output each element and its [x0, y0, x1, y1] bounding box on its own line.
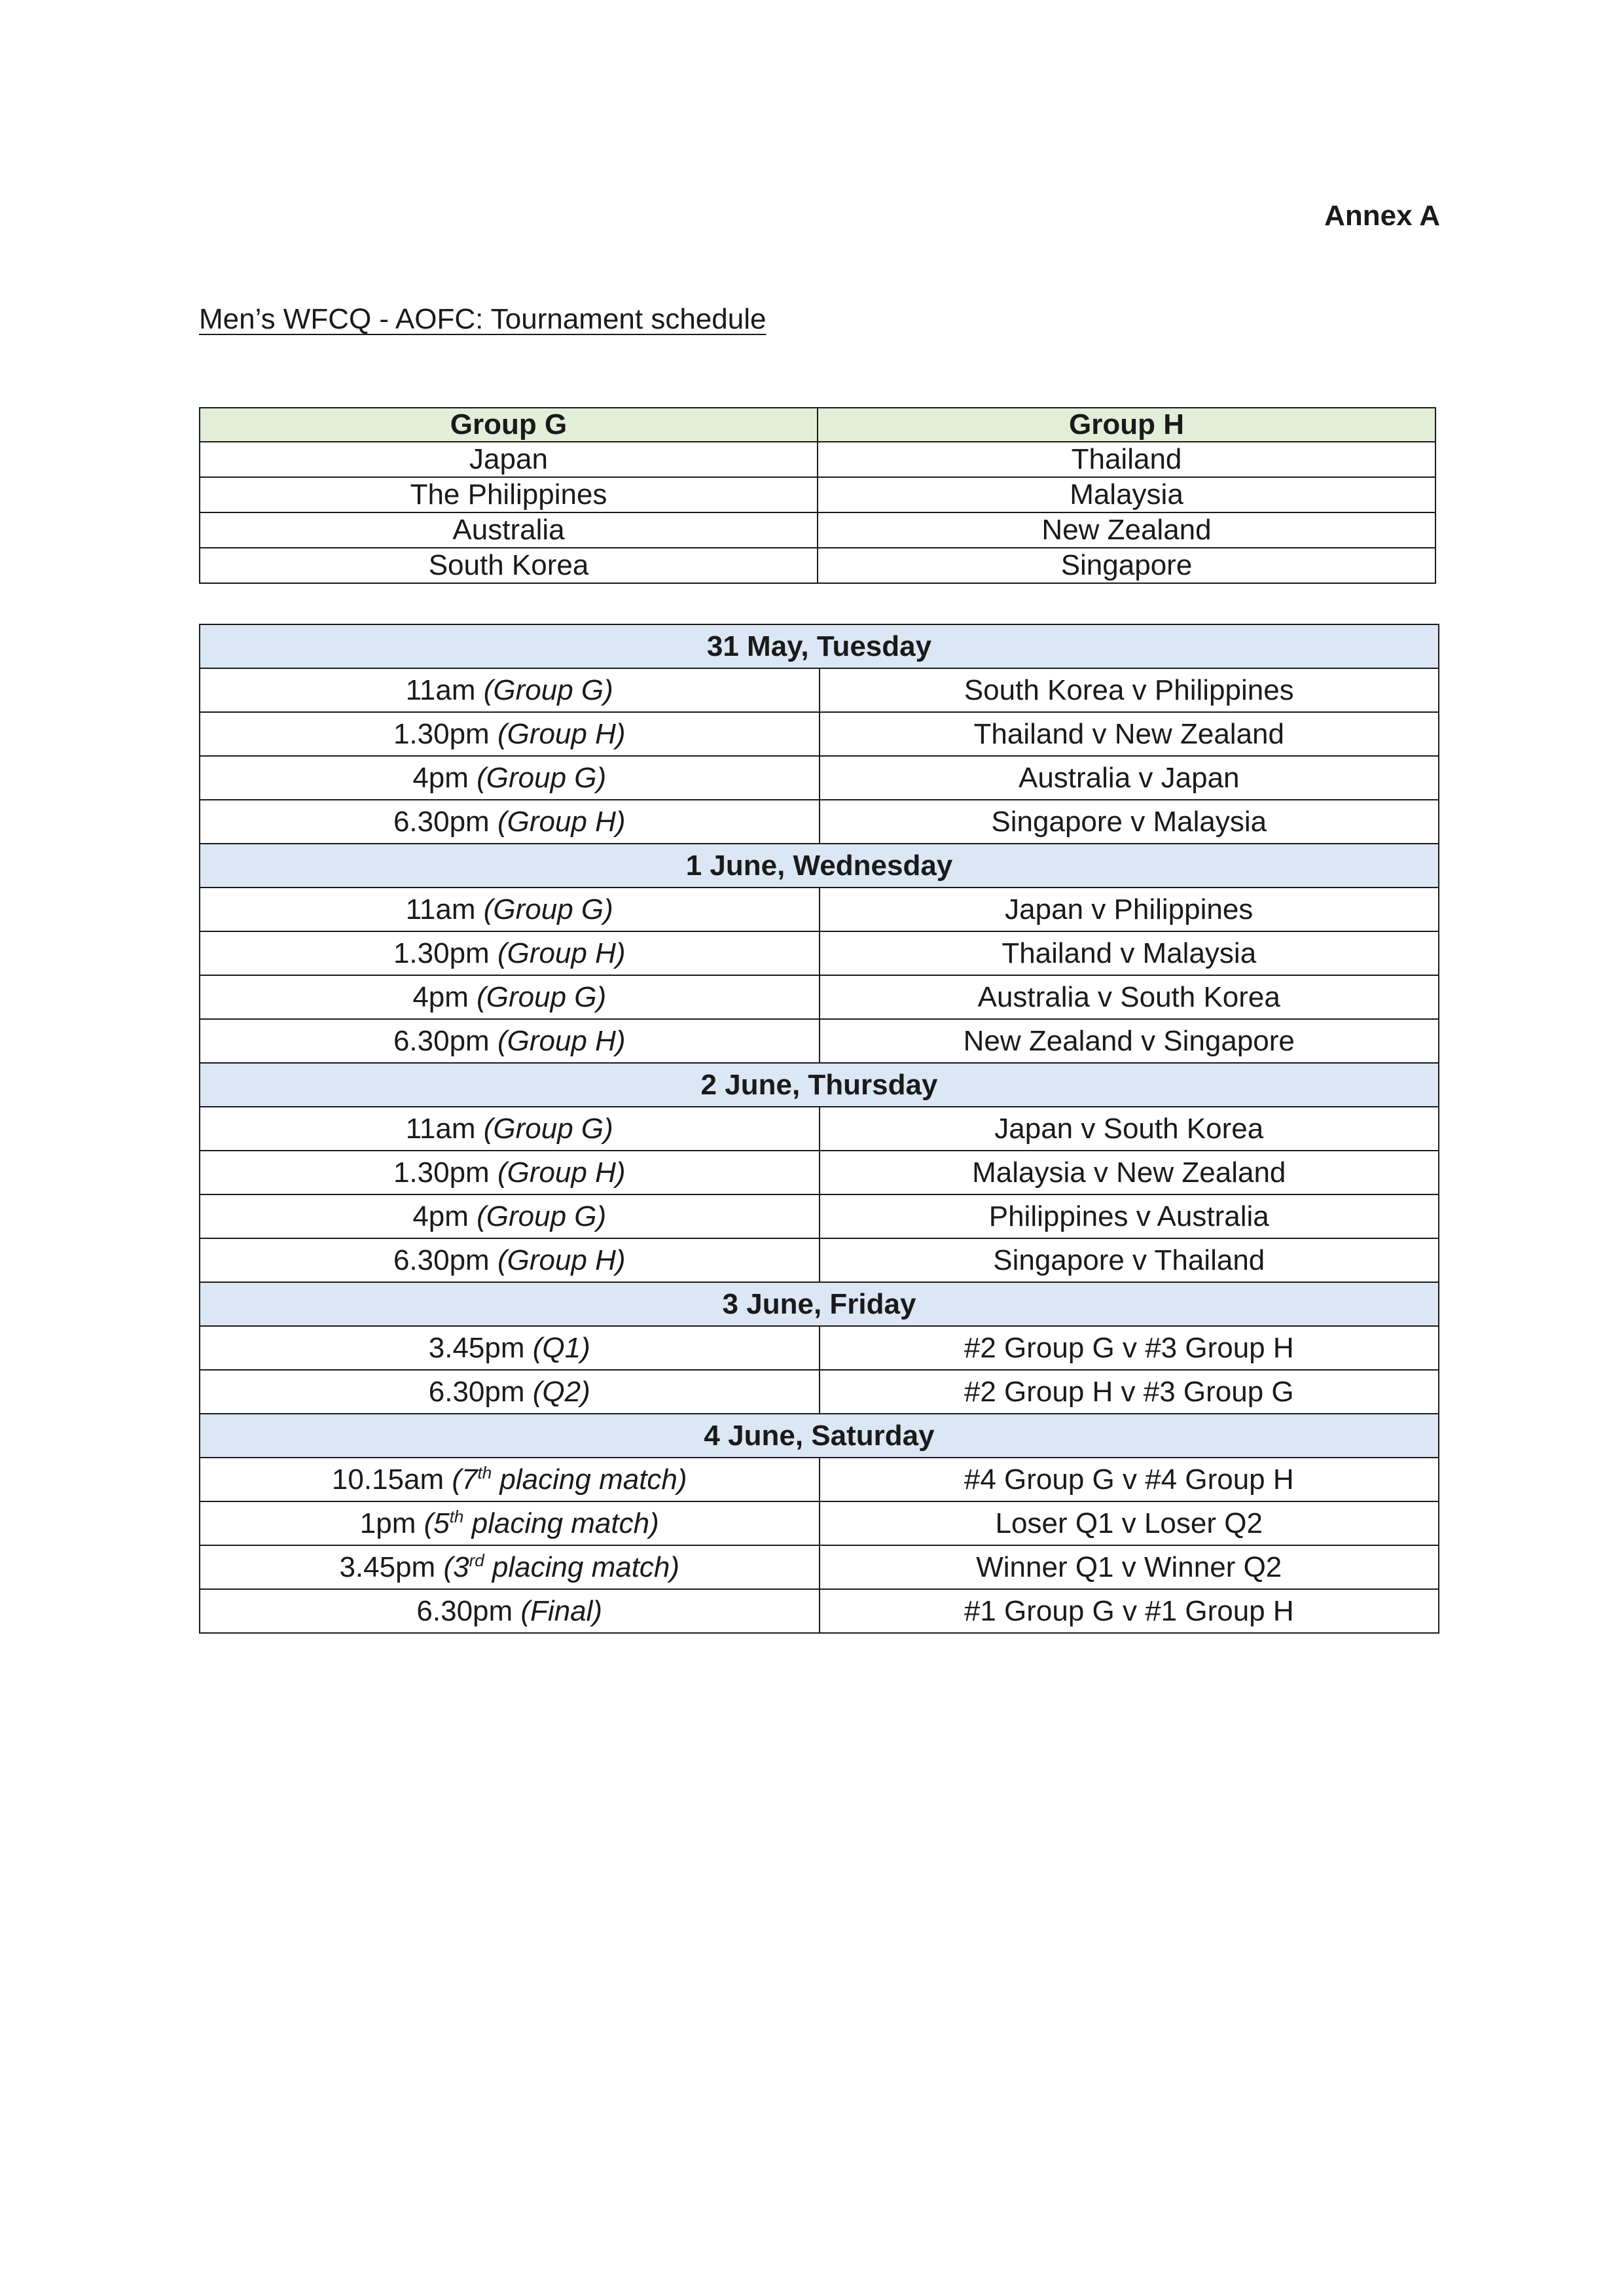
match-qualifier: (Q1) [532, 1332, 590, 1364]
match-row [200, 975, 1439, 1019]
match-fixture: Philippines v Australia [820, 1194, 1439, 1238]
match-row [200, 1151, 1439, 1194]
match-fixture: #2 Group H v #3 Group G [820, 1370, 1439, 1414]
match-time: 3.45pm [428, 1332, 525, 1364]
match-fixture: Japan v South Korea [820, 1107, 1439, 1151]
match-fixture: Australia v South Korea [820, 975, 1439, 1019]
match-fixture: Australia v Japan [820, 756, 1439, 800]
match-time: 6.30pm [393, 806, 490, 838]
match-time-cell [200, 756, 820, 800]
day-header-row [200, 1414, 1439, 1458]
match-fixture: Singapore v Malaysia [820, 800, 1439, 844]
match-row [200, 1107, 1439, 1151]
match-row [200, 712, 1439, 756]
match-row [200, 1589, 1439, 1633]
match-time-cell [200, 800, 820, 844]
day-header-row [200, 624, 1439, 668]
match-time: 11am [405, 893, 476, 925]
annex-label: Annex A [1324, 200, 1440, 232]
match-time-cell [200, 712, 820, 756]
match-time: 1.30pm [393, 718, 490, 750]
group-h-header: Group H [818, 408, 1435, 442]
match-qualifier: (Final) [520, 1595, 603, 1627]
match-qualifier: (Group H) [497, 1025, 626, 1057]
match-time: 4pm [412, 1200, 469, 1232]
match-fixture: Thailand v New Zealand [820, 712, 1439, 756]
match-time-cell [200, 1151, 820, 1194]
groups-header-row [200, 408, 1435, 442]
match-fixture: Malaysia v New Zealand [820, 1151, 1439, 1194]
match-fixture: Singapore v Thailand [820, 1238, 1439, 1282]
match-time: 6.30pm [416, 1595, 513, 1627]
ordinal-suffix: rd [469, 1551, 484, 1570]
groups-row [200, 442, 1435, 477]
match-row [200, 1501, 1439, 1545]
qualifier-text: (5 [424, 1507, 450, 1539]
match-qualifier: (Group G) [477, 981, 607, 1013]
match-fixture: #1 Group G v #1 Group H [820, 1589, 1439, 1633]
day-header-row [200, 844, 1439, 888]
match-row [200, 1019, 1439, 1063]
ordinal-suffix: th [477, 1463, 492, 1482]
day-header: 3 June, Friday [200, 1282, 1439, 1326]
match-qualifier: (Group G) [483, 893, 613, 925]
match-row [200, 931, 1439, 975]
document-title: Men’s WFCQ - AOFC: Tournament schedule [199, 303, 767, 335]
match-qualifier: (Group G) [483, 1113, 613, 1145]
match-time-cell [200, 888, 820, 931]
match-time: 3.45pm [339, 1551, 436, 1583]
match-fixture: Winner Q1 v Winner Q2 [820, 1545, 1439, 1589]
groups-table [199, 407, 1436, 584]
group-g-team: South Korea [200, 548, 818, 583]
match-qualifier [443, 1551, 679, 1583]
schedule-table [199, 624, 1439, 1634]
ordinal-suffix: th [449, 1507, 464, 1526]
match-qualifier: (Q2) [532, 1376, 590, 1408]
match-row [200, 1326, 1439, 1370]
match-time: 4pm [412, 981, 469, 1013]
match-fixture: #4 Group G v #4 Group H [820, 1458, 1439, 1501]
match-row [200, 756, 1439, 800]
match-time-cell [200, 1326, 820, 1370]
group-g-team: Japan [200, 442, 818, 477]
match-time: 10.15am [331, 1463, 444, 1496]
match-time: 1pm [359, 1507, 416, 1539]
match-time-cell [200, 1107, 820, 1151]
qualifier-text: (3 [443, 1551, 469, 1583]
match-time-cell [200, 1501, 820, 1545]
match-fixture: Loser Q1 v Loser Q2 [820, 1501, 1439, 1545]
match-fixture: #2 Group G v #3 Group H [820, 1326, 1439, 1370]
match-time-cell [200, 1194, 820, 1238]
match-time: 6.30pm [428, 1376, 525, 1408]
group-g-team: The Philippines [200, 477, 818, 512]
match-qualifier: (Group H) [497, 937, 626, 969]
match-time: 11am [405, 1113, 476, 1145]
match-fixture: Thailand v Malaysia [820, 931, 1439, 975]
match-row [200, 1370, 1439, 1414]
qualifier-text: placing match) [463, 1507, 659, 1539]
qualifier-text: (7 [452, 1463, 478, 1496]
match-time-cell [200, 1019, 820, 1063]
match-row [200, 1194, 1439, 1238]
groups-row [200, 477, 1435, 512]
match-time-cell [200, 1589, 820, 1633]
match-row [200, 668, 1439, 712]
qualifier-text: placing match) [492, 1463, 687, 1496]
match-qualifier: (Group H) [497, 718, 626, 750]
match-time: 11am [405, 674, 476, 706]
match-qualifier: (Group H) [497, 806, 626, 838]
day-header: 31 May, Tuesday [200, 624, 1439, 668]
match-time: 1.30pm [393, 1157, 490, 1189]
match-qualifier: (Group H) [497, 1244, 626, 1276]
match-time-cell [200, 1370, 820, 1414]
day-header: 2 June, Thursday [200, 1063, 1439, 1107]
match-time: 6.30pm [393, 1025, 490, 1057]
match-time-cell [200, 975, 820, 1019]
match-time-cell [200, 1458, 820, 1501]
group-g-team: Australia [200, 512, 818, 548]
match-time-cell [200, 1545, 820, 1589]
qualifier-text: placing match) [484, 1551, 680, 1583]
groups-row [200, 548, 1435, 583]
day-header: 4 June, Saturday [200, 1414, 1439, 1458]
group-h-team: New Zealand [818, 512, 1435, 548]
match-time-cell [200, 931, 820, 975]
match-fixture: New Zealand v Singapore [820, 1019, 1439, 1063]
match-row [200, 1545, 1439, 1589]
match-qualifier [452, 1463, 687, 1496]
match-fixture: Japan v Philippines [820, 888, 1439, 931]
group-h-team: Thailand [818, 442, 1435, 477]
match-time-cell [200, 668, 820, 712]
match-qualifier: (Group G) [477, 1200, 607, 1232]
match-qualifier [424, 1507, 659, 1539]
group-h-team: Singapore [818, 548, 1435, 583]
match-row [200, 800, 1439, 844]
day-header-row [200, 1063, 1439, 1107]
match-time-cell [200, 1238, 820, 1282]
match-time: 4pm [412, 762, 469, 794]
match-row [200, 888, 1439, 931]
group-h-team: Malaysia [818, 477, 1435, 512]
match-row [200, 1458, 1439, 1501]
groups-row [200, 512, 1435, 548]
match-time: 6.30pm [393, 1244, 490, 1276]
day-header: 1 June, Wednesday [200, 844, 1439, 888]
day-header-row [200, 1282, 1439, 1326]
match-qualifier: (Group H) [497, 1157, 626, 1189]
group-g-header: Group G [200, 408, 818, 442]
match-qualifier: (Group G) [483, 674, 613, 706]
match-fixture: South Korea v Philippines [820, 668, 1439, 712]
match-row [200, 1238, 1439, 1282]
match-qualifier: (Group G) [477, 762, 607, 794]
match-time: 1.30pm [393, 937, 490, 969]
